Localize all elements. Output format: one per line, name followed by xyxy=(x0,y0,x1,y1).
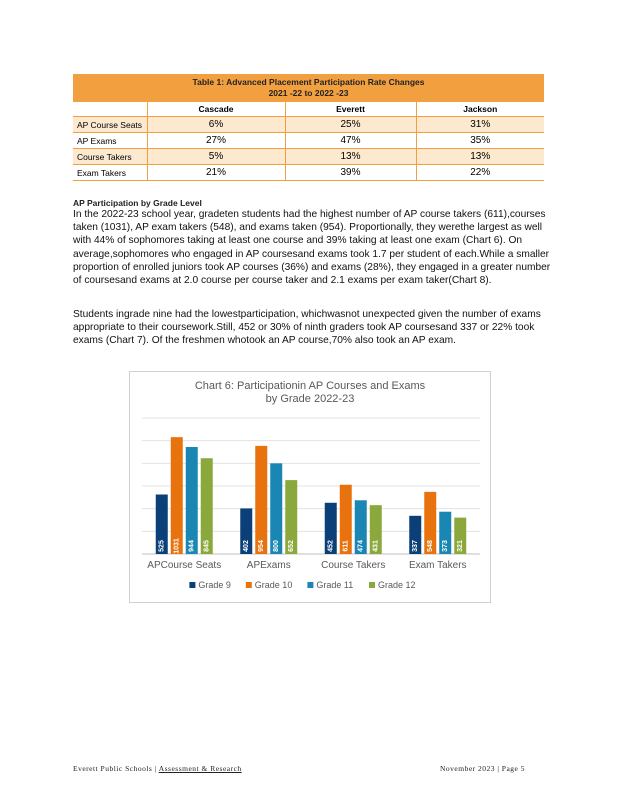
table-row xyxy=(73,133,544,149)
row-label: Exam Takers xyxy=(73,165,147,181)
row-label: Course Takers xyxy=(73,149,147,165)
footer-page-number: 5 xyxy=(520,764,525,773)
bar-data-label: 373 xyxy=(442,540,450,552)
participation-table xyxy=(73,74,544,181)
chart-title-line1: Chart 6: Participationin AP Courses and Exams xyxy=(194,380,426,392)
legend-swatch xyxy=(246,582,252,588)
category-tick-label: Exam Takers xyxy=(408,560,467,571)
cell-everett: 47% xyxy=(285,133,416,149)
legend-label: Grade 12 xyxy=(378,580,416,590)
bar-data-label: 431 xyxy=(372,540,380,552)
bar-data-label: 845 xyxy=(203,540,211,552)
table-header-blank xyxy=(73,102,147,117)
table-row xyxy=(73,117,544,133)
paragraph-grade-ten: In the 2022-23 school year, gradeten students had the highest number of AP course takers (611),courses taken (1031), AP exam takers (548), and exams taken (954). Proportionally, they werethe largest as well with 44% of sophomores taking at least one course and 39% taking at least one exam (Chart 6). On average,sophomores who engaged in AP coursesand exams took 1.7 per student of each.While a smaller proportion of enrolled juniors took AP courses (36%) and exams (28%), they engaged in a greater number of coursesand exams at 2.0 course per course taker and 2.1 exams per exam taker(Chart 8). xyxy=(73,209,551,287)
table-caption xyxy=(73,74,544,102)
category-tick-label: Course Takers xyxy=(321,560,386,571)
legend-swatch xyxy=(189,582,195,588)
bar-data-label: 321 xyxy=(457,540,465,552)
chart-bar xyxy=(255,446,267,554)
bar-data-label: 800 xyxy=(273,540,281,552)
footer-page-label: | Page xyxy=(497,764,519,773)
footer-district: Everett Public Schools xyxy=(73,764,153,773)
table-caption-line1: Table 1: Advanced Placement Participation Rate Changes xyxy=(192,77,425,87)
bar-data-label: 652 xyxy=(288,540,296,552)
bar-data-label: 452 xyxy=(327,540,335,552)
chart-bar xyxy=(186,447,198,554)
row-label: AP Course Seats xyxy=(73,117,147,133)
chart-6 xyxy=(129,371,491,603)
legend-swatch xyxy=(369,582,375,588)
cell-cascade: 21% xyxy=(147,165,285,181)
cell-jackson: 22% xyxy=(416,165,544,181)
legend-label: Grade 9 xyxy=(198,580,231,590)
bar-data-label: 1031 xyxy=(173,538,181,554)
footer-left xyxy=(73,764,242,773)
chart-title-line2: by Grade 2022-23 xyxy=(265,393,355,405)
legend-swatch xyxy=(307,582,313,588)
table-header-everett: Everett xyxy=(285,102,416,117)
cell-cascade: 27% xyxy=(147,133,285,149)
cell-everett: 39% xyxy=(285,165,416,181)
chart-bar xyxy=(201,458,213,554)
footer-date: November 2023 xyxy=(440,764,496,773)
bar-data-label: 954 xyxy=(258,540,266,552)
cell-jackson: 31% xyxy=(416,117,544,133)
legend-label: Grade 10 xyxy=(254,580,293,590)
cell-jackson: 35% xyxy=(416,133,544,149)
table-caption-row xyxy=(73,74,544,102)
cell-cascade: 5% xyxy=(147,149,285,165)
cell-everett: 13% xyxy=(285,149,416,165)
footer-separator: | xyxy=(154,764,157,773)
table-header-jackson: Jackson xyxy=(416,102,544,117)
table-header-row xyxy=(73,102,544,117)
bar-data-label: 525 xyxy=(158,540,166,552)
bar-data-label: 402 xyxy=(243,540,251,552)
bar-data-label: 944 xyxy=(188,540,196,552)
chart-bar xyxy=(171,437,183,554)
category-tick-label: APExams xyxy=(246,560,291,571)
row-label: AP Exams xyxy=(73,133,147,149)
bar-data-label: 611 xyxy=(342,540,350,552)
bar-data-label: 337 xyxy=(412,540,420,552)
section-heading: AP Participation by Grade Level xyxy=(73,198,202,208)
table-header-cascade: Cascade xyxy=(147,102,285,117)
chart-plot xyxy=(130,372,490,602)
category-tick-label: APCourse Seats xyxy=(147,560,222,571)
legend-label: Grade 11 xyxy=(316,580,354,590)
bar-data-label: 474 xyxy=(357,540,365,552)
table-caption-line2: 2021 -22 to 2022 -23 xyxy=(268,88,349,98)
cell-jackson: 13% xyxy=(416,149,544,165)
table-row xyxy=(73,165,544,181)
paragraph-grade-nine: Students ingrade nine had the lowestparticipation, whichwasnot unexpected given the number of exams appropriate to their coursework.Still, 452 or 30% of ninth graders took AP coursesand 337 or 22% took exams (Chart 7). Of the freshmen whotook an AP course,70% also took an AP exam. xyxy=(73,309,541,347)
footer-department: Assessment & Research xyxy=(158,764,242,773)
bar-data-label: 548 xyxy=(427,540,435,552)
footer-right xyxy=(440,764,525,773)
cell-cascade: 6% xyxy=(147,117,285,133)
cell-everett: 25% xyxy=(285,117,416,133)
table-row xyxy=(73,149,544,165)
